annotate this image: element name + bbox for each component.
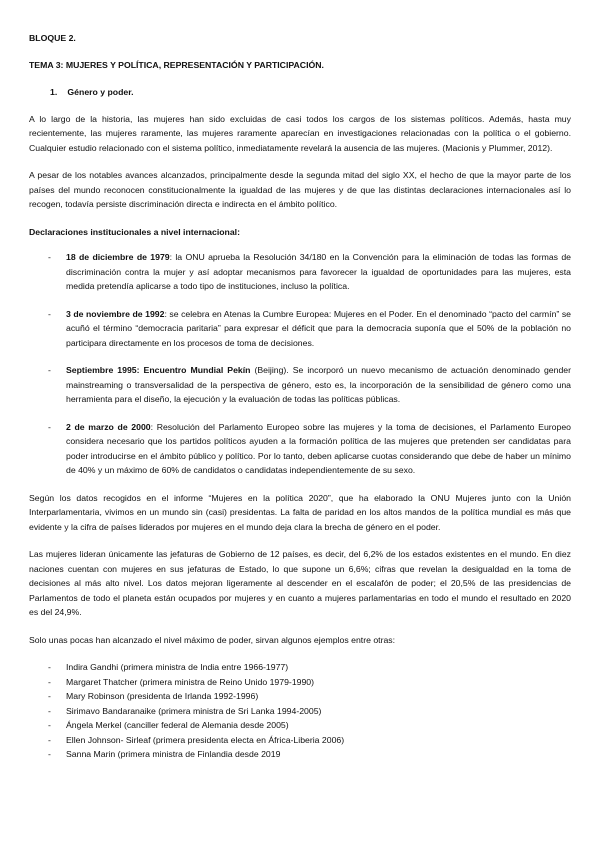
declaration-date: 18 de diciembre de 1979	[66, 252, 170, 262]
list-dash: -	[48, 662, 51, 672]
paragraph-report: Según los datos recogidos en el informe “Mujeres en la política 2020”, que ha elaborado la ONU Mujeres junto con la Unión Interparlamentaria, vivimos en un mundo sin (casi) presidentas. La falta de paridad en los altos mandos de la política mundial es más que evidente y la cifra de países liderados por mujeres en el mundo deja clara la brecha de género en el poder.	[29, 492, 571, 532]
list-item	[29, 675, 571, 690]
list-dash: -	[48, 252, 51, 262]
list-dash: -	[48, 676, 51, 687]
topic-heading: TEMA 3: MUJERES Y POLÍTICA, REPRESENTACIÓN Y PARTICIPACIÓN.	[29, 59, 324, 70]
section-heading	[50, 85, 571, 100]
paragraph-intro: A lo largo de la historia, las mujeres han sido excluidas de casi todos los cargos de los sistemas políticos. Además, hasta muy recientemente, las mujeres raramente, las mujeres raramente aparecían en investigaciones relacionadas con la política o el gobierno. Cualquier estudio relacionado con el sistema político, inmediatamente revelará la ausencia de las mujeres. (Macionis y Plummer, 2012).	[29, 113, 571, 153]
list-dash: -	[48, 421, 51, 432]
leader-text: Mary Robinson (presidenta de Irlanda 1992-1996)	[66, 691, 259, 701]
leader-text: Ángela Merkel (canciller federal de Alemania desde 2005)	[66, 720, 289, 730]
declaration-item	[29, 307, 571, 351]
section-number: 1.	[50, 87, 58, 97]
leader-text: Sirimavo Bandaranaike (primera ministra de Sri Lanka 1994-2005)	[66, 705, 322, 716]
list-dash: -	[48, 365, 51, 375]
declaration-text: : la ONU aprueba la Resolución 34/180 en la Convención para la eliminación de todas las formas de discriminación contra la mujer y así adoptar mecanismos para favorecer la igualdad de oportunidades para las mujeres, esta medida pretendía aplicarse a todo tipo de instituciones, incluso la política.	[66, 252, 572, 291]
list-item	[29, 689, 571, 704]
leader-text: Indira Gandhi (primera ministra de India entre 1966-1977)	[66, 662, 289, 672]
declaration-text: : se celebra en Atenas la Cumbre Europea: Mujeres en el Poder. En el denominado “pacto del carmín” se acuñó el término “democracia paritaria” para expresar el déficit que para la democracia suponía que el 50% de la población no participara directamente en los procesos de toma de decisiones.	[66, 308, 571, 348]
declaration-item	[29, 250, 571, 294]
declaration-text: : Resolución del Parlamento Europeo sobre las mujeres y la toma de decisiones, el Parlamento Europeo considera necesario que los partidos políticos ayuden a la formación política de las mujeres que pretenden ser candidatas para poder introducirse en el ámbito público y político. Por lo tanto, deben aplicarse cuotas considerando que debe de haber un mínimo de 40% y un máximo de 60% de candidatos o candidatas independientemente de su sexo.	[66, 421, 571, 475]
leader-text: Margaret Thatcher (primera ministra de Reino Unido 1979-1990)	[66, 676, 315, 687]
leader-text: Sanna Marin (primera ministra de Finlandia desde 2019	[66, 749, 281, 759]
list-dash: -	[48, 734, 51, 745]
declaration-date: 2 de marzo de 2000	[66, 421, 151, 432]
list-dash: -	[48, 308, 51, 319]
leader-text: Ellen Johnson- Sirleaf (primera presidenta electa en África-Liberia 2006)	[66, 734, 345, 745]
list-item	[29, 718, 571, 733]
paragraph-advances: A pesar de los notables avances alcanzados, principalmente desde la segunda mitad del siglo XX, el hecho de que la mayor parte de los países del mundo reconocen constitucionalmente la igualdad de las mujeres y de que las distintas declaraciones internacionales así lo recogen, todavía persiste discriminación directa e indirecta en el ámbito político.	[29, 170, 571, 209]
declaration-item	[29, 420, 571, 478]
document-page	[29, 31, 571, 762]
list-dash: -	[48, 749, 51, 759]
list-dash: -	[48, 691, 51, 701]
declaration-item	[29, 363, 571, 407]
declaration-date: 3 de noviembre de 1992	[66, 308, 165, 319]
declarations-heading: Declaraciones institucionales a nivel internacional:	[29, 226, 240, 237]
paragraph-statistics: Las mujeres lideran únicamente las jefaturas de Gobierno de 12 países, es decir, del 6,2% de los estados existentes en el mundo. En diez naciones cuentan con mujeres en sus jefaturas de Estado, lo que supone un 6,6%; cifras que revelan la desigualdad en la toma de decisiones al más alto nivel. Los datos mejoran ligeramente al descender en el escalafón de poder; el 20,5% de las presidencias de Parlamentos de todo el planeta están ocupados por mujeres y en cuanto a mujeres parlamentarias en todo el mundo el resultado en 2020 es del 24,9%.	[29, 549, 571, 617]
women-leaders-list	[29, 660, 571, 762]
section-title: Género y poder.	[67, 87, 134, 97]
paragraph-examples-intro: Solo unas pocas han alcanzado el nivel máximo de poder, sirvan algunos ejemplos entre otras:	[29, 634, 396, 645]
list-item	[29, 704, 571, 719]
list-item	[29, 733, 571, 748]
declaration-text: (Beijing). Se incorporó un nuevo mecanismo de actuación denominado gender mainstreaming o transversalidad de la perspectiva de género, esto es, la incorporación de la sensibilidad de género como una herramienta para el diseño, la ejecución y la evaluación de todas las políticas públicas.	[66, 365, 572, 404]
declaration-date: Septiembre 1995: Encuentro Mundial Pekín	[66, 365, 251, 375]
list-dash: -	[48, 720, 51, 730]
list-item	[29, 660, 571, 675]
list-item	[29, 747, 571, 762]
block-heading: BLOQUE 2.	[29, 33, 76, 43]
list-dash: -	[48, 705, 51, 716]
declarations-list	[29, 250, 571, 478]
